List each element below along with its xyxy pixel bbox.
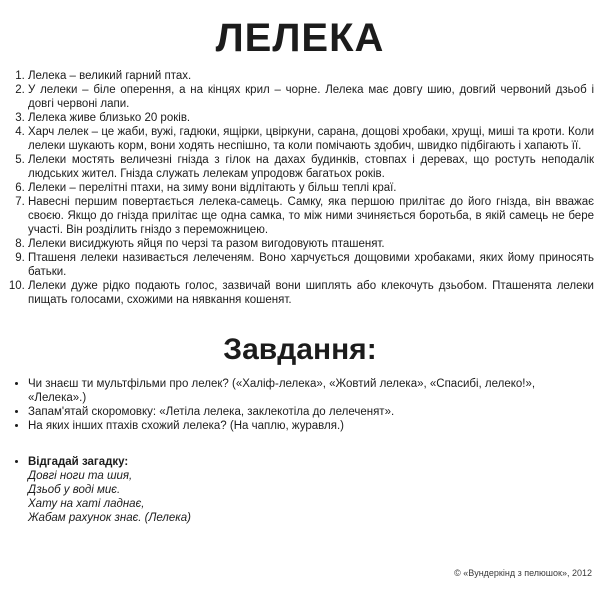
tasks-heading: Завдання: [223,333,377,366]
page-title: ЛЕЛЕКА [215,16,385,60]
fact-item: 8. Лелеки висиджують яйця по черзі та разом вигодовують пташенят. [28,237,594,251]
task-item: • На яких інших птахів схожий лелека? (На чаплю, журавля.) [28,419,594,433]
riddle-line: Жабам рахунок знає. (Лелека) [28,512,191,524]
fact-item: 3. Лелека живе близько 20 років. [28,111,594,125]
riddle-heading: • Відгадай загадку: [28,456,129,468]
facts-list [6,69,594,307]
fact-item: 7. Навесні першим повертається лелека-самець. Самку, яка першою прилітає до його гнізда, він вважає своєю. Якщо до гнізда прилітає ще одна самка, то між ними зчиняється боротьба, в якій самець не бере участі. Він розділить гніздо з переможницею. [28,195,594,237]
task-item: • Чи знаєш ти мультфільми про лелек? («Халіф-лелека», «Жовтий лелека», «Спасибі, лелеко!», «Лелека».) [28,377,594,405]
fact-item: 2. У лелеки – біле оперення, а на кінцях крил – чорне. Лелека має довгу шию, довгий червоний дзьоб і довгі червоні лапи. [28,83,594,111]
riddle-section [6,455,594,525]
tasks-list [6,377,594,433]
riddle-item [28,455,594,525]
document-page [0,16,600,525]
riddle-line: Дзьоб у воді миє. [28,484,121,496]
fact-item: 6. Лелеки – перелітні птахи, на зиму вони відлітають у більш теплі краї. [28,181,594,195]
fact-item: 4. Харч лелек – це жаби, вужі, гадюки, ящірки, цвіркуни, сарана, дощові хробаки, хрущі, миші та кроти. Коли лелеки шукають корм, вони ходять неспішно, та коли помічають здобич, швидко підбігають і хапають її. [28,125,594,153]
fact-item: 10. Лелеки дуже рідко подають голос, зазвичай вони шиплять або клекочуть дзьобом. Пташенята лелеки пищать голосами, схожими на нявкання кошенят. [28,279,594,307]
fact-item: 9. Пташеня лелеки називається лелеченям. Воно харчується дощовими хробаками, яких йому приносять батьки. [28,251,594,279]
fact-item: 5. Лелеки мостять величезні гнізда з гілок на дахах будинків, стовпах і деревах, що ростуть неподалік людських жител. Гнізда служать лелекам упродовж багатьох років. [28,153,594,181]
task-item: • Запам'ятай скоромовку: «Летіла лелека, заклекотіла до лелеченят». [28,405,594,419]
copyright-notice: © «Вундеркінд з пелюшок», 2012 [454,568,592,578]
fact-item: 1. Лелека – великий гарний птах. [28,69,594,83]
riddle-line: Довгі ноги та шия, [28,470,133,482]
riddle-line: Хату на хаті ладнає, [28,498,145,510]
